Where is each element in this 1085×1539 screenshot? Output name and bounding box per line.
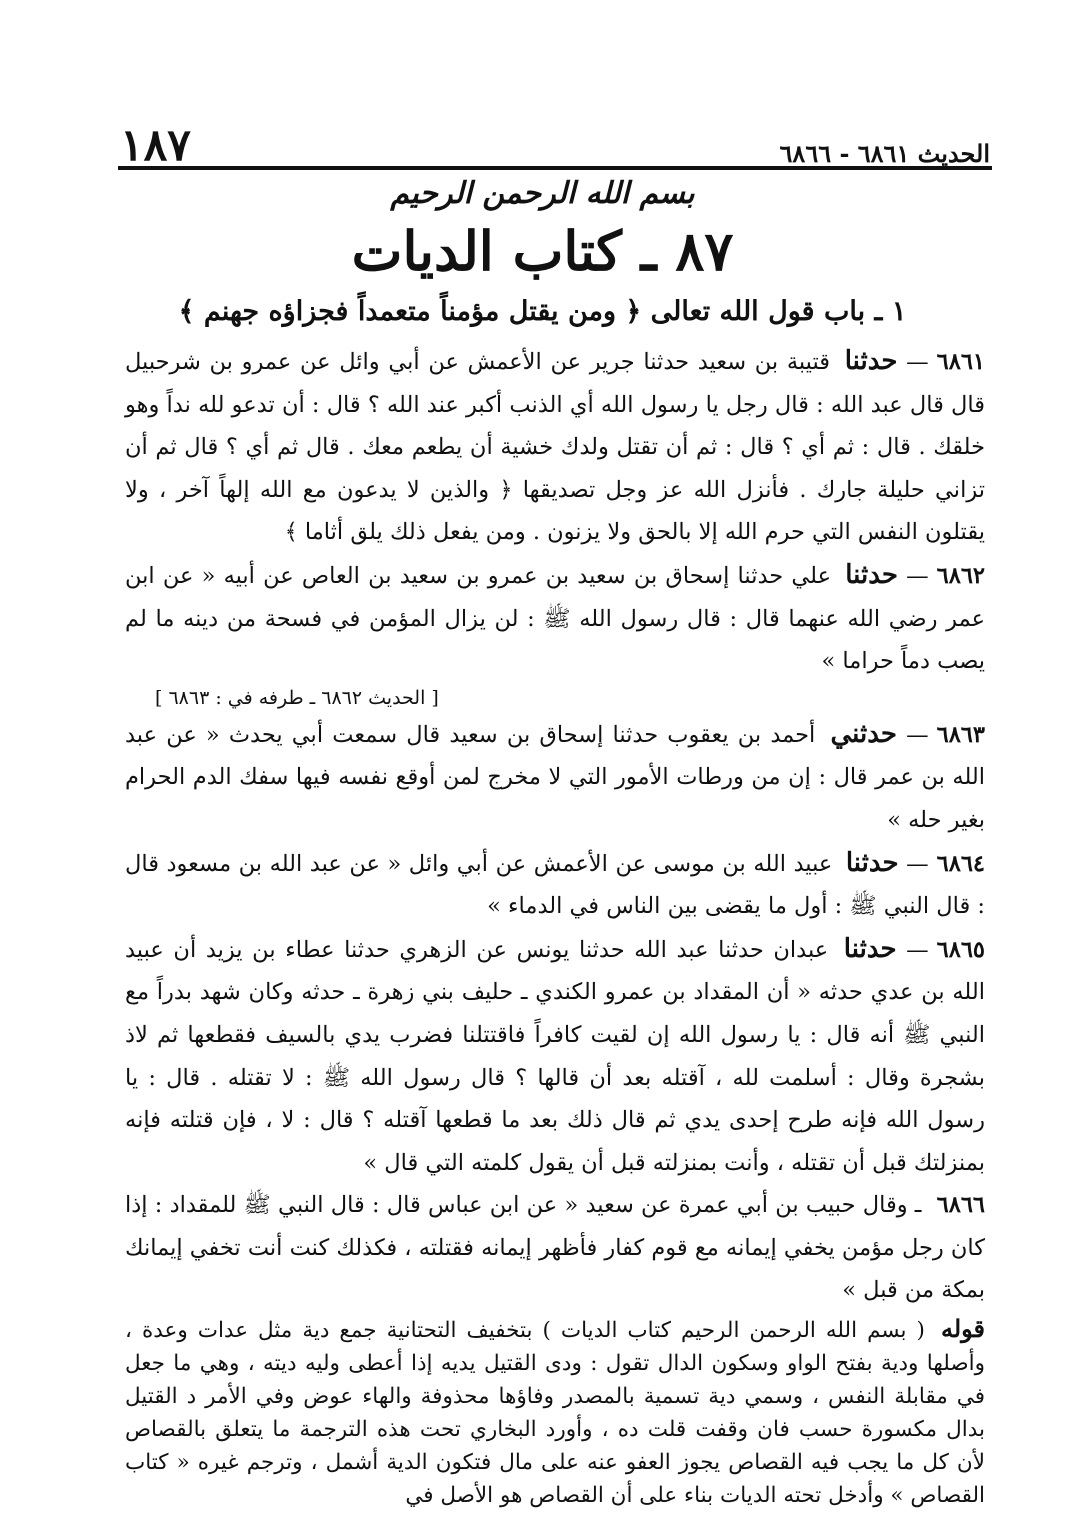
hadith-number: ٦٨٦٣: [936, 721, 985, 748]
basmala: بسم الله الرحمن الرحيم: [390, 176, 695, 211]
hadith-paragraph: ٦٨٦٤— حدثنا عبيد الله بن موسى عن الأعمش عن أبي وائل « عن عبد الله بن مسعود قال : قال النبي ﷺ : أول ما يقضى بين الناس في الدماء »: [125, 847, 986, 920]
chapter-heading: ١ ـ باب قول الله تعالى ﴿ ومن يقتل مؤمناً متعمداً فجزاؤه جهنم ﴾: [178, 296, 907, 327]
running-head: الحديث ٦٨٦١ - ٦٨٦٦: [779, 139, 990, 168]
hadith-text: عبدان حدثنا عبد الله حدثنا يونس عن الزهري حدثنا عطاء بن يزيد أن عبيد الله بن عدي حدثه « أن المقداد بن عمرو الكندي ـ حليف بني زهرة ـ حدثه وكان شهد بدراً مع النبي ﷺ أنه قال : يا رسول الله إن لقيت كافراً فاقتتلنا فضرب يدي بالسيف فقطعها ثم لاذ بشجرة وقال : أسلمت لله ، آقتله بعد أن قالها ؟ قال رسول الله ﷺ : لا تقتله . قال : يا رسول الله فإنه طرح إحدى يدي ثم قال ذلك بعد ما قطعها آقتله ؟ قال : لا ، فإن قتلته فإنه بمنزلتك قبل أن تقتله ، وأنت بمنزلته قبل أن يقول كلمته التي قال »: [125, 936, 985, 1176]
hadith-keyword: حدثنا: [844, 346, 898, 376]
hadith-keyword: حدثنا: [845, 559, 898, 590]
commentary-paragraph: [125, 1312, 985, 1512]
hadith-paragraph: ٦٨٦٥— حدثنا عبدان حدثنا عبد الله حدثنا يونس عن الزهري حدثنا عطاء بن يزيد أن عبيد الله بن عدي حدثه « أن المقداد بن عمرو الكندي ـ حليف بني زهرة ـ حدثه وكان شهد بدراً مع النبي ﷺ أنه قال : يا رسول الله إن لقيت كافراً فاقتتلنا فضرب يدي بالسيف فقطعها ثم لاذ بشجرة وقال : أسلمت لله ، آقتله بعد أن قالها ؟ قال رسول الله ﷺ : لا تقتله . قال : يا رسول الله فإنه طرح إحدى يدي ثم قال ذلك بعد ما قطعها آقتله ؟ قال : لا ، فإن قتلته فإنه بمنزلتك قبل أن تقتله ، وأنت بمنزلته قبل أن يقول كلمته التي قال »: [125, 933, 985, 1176]
hadith-text: عبيد الله بن موسى عن الأعمش عن أبي وائل « عن عبد الله بن مسعود قال : قال النبي ﷺ : أول ما يقضى بين الناس في الدماء »: [125, 850, 985, 920]
hadith-text: علي حدثنا إسحاق بن سعيد بن عمرو بن سعيد بن العاص عن أبيه « عن ابن عمر رضي الله عنهما قال : قال رسول الله ﷺ : لن يزال المؤمن في فسحة من دينه ما لم يصب دماً حراما »: [125, 562, 985, 675]
page-number: ١٨٧: [120, 120, 191, 171]
hadith-number: ٦٨٦٤: [936, 850, 986, 877]
commentary-keyword: قوله: [940, 1314, 986, 1344]
hadith-keyword: حدثنا: [845, 847, 899, 878]
hadith-keyword: حدثنا: [843, 933, 897, 964]
hadith-text: ـ وقال حبيب بن أبي عمرة عن سعيد « عن ابن عباس قال : قال النبي ﷺ للمقداد : إذا كان رجل مؤمن يخفي إيمانه مع قوم كفار فأظهر إيمانه فقتلته ، فكذلك كنت أنت تخفي إيمانك بمكة من قبل »: [125, 1192, 985, 1304]
header-rule: [118, 166, 992, 170]
hadith-keyword: حدثني: [830, 718, 897, 749]
hadith-text-body: [125, 340, 985, 1512]
hadith-paragraph: [125, 1184, 985, 1312]
hadith-text: قتيبة بن سعيد حدثنا جرير عن الأعمش عن أبي وائل عن عمرو بن شرحبيل قال قال عبد الله : قال رجل يا رسول الله أي الذنب أكبر عند الله ؟ قال : أن تدعو لله نداً وهو خلقك . قال : ثم أي ؟ قال : ثم أن تقتل ولدك خشية أن يطعم معك . قال ثم أي ؟ قال ثم أن تزاني حليلة جارك . فأنزل الله عز وجل تصديقها ﴿ والذين لا يدعون مع الله إلهاً آخر ، ولا يقتلون النفس التي حرم الله إلا بالحق ولا يزنون . ومن يفعل ذلك يلق أثاما ﴾: [125, 349, 985, 546]
hadith-number: ٦٨٦١: [936, 349, 985, 375]
hadith-paragraph: ٦٨٦٢— حدثنا علي حدثنا إسحاق بن سعيد بن عمرو بن سعيد بن العاص عن أبيه « عن ابن عمر رضي الله عنهما قال : قال رسول الله ﷺ : لن يزال المؤمن في فسحة من دينه ما لم يصب دماً حراما »: [125, 559, 985, 675]
hadith-number: ٦٨٦٥: [936, 936, 985, 963]
book-title: ٨٧ ـ كتاب الديات: [351, 219, 734, 283]
hadith-paragraph: ٦٨٦١— حدثنا قتيبة بن سعيد حدثنا جرير عن الأعمش عن أبي وائل عن عمرو بن شرحبيل قال قال عبد الله : قال رجل يا رسول الله أي الذنب أكبر عند الله ؟ قال : أن تدعو لله نداً وهو خلقك . قال : ثم أي ؟ قال : ثم أن تقتل ولدك خشية أن يطعم معك . قال ثم أي ؟ قال ثم أن تزاني حليلة جارك . فأنزل الله عز وجل تصديقها ﴿ والذين لا يدعون مع الله إلهاً آخر ، ولا يقتلون النفس التي حرم الله إلا بالحق ولا يزنون . ومن يفعل ذلك يلق أثاما ﴾: [125, 346, 985, 546]
hadith-number: ٦٨٦٢: [936, 562, 985, 589]
hadith-text: أحمد بن يعقوب حدثنا إسحاق بن سعيد قال سمعت أبي يحدث « عن عبد الله بن عمر قال : إن من ورطات الأمور التي لا مخرج لمن أوقع نفسه فيها سفك الدم الحرام بغير حله »: [125, 721, 985, 833]
hadith-number: ٦٨٦٦: [936, 1192, 986, 1219]
commentary-text: ( بسم الله الرحمن الرحيم كتاب الديات ) بتخفيف التحتانية جمع دية مثل عدات وعدة ، وأصلها ودية بفتح الواو وسكون الدال تقول : ودى القتيل يديه إذا أعطى وليه ديته ، وهي ما جعل في مقابلة النفس ، وسمي دية تسمية بالمصدر وفاؤها محذوفة والهاء عوض وفي الأمر د القتيل بدال مكسورة حسب فان وقفت قلت ده ، وأورد البخاري تحت هذه الترجمة ما يتعلق بالقصاص لأن كل ما يجب فيه القصاص يجوز العفو عنه على مال فتكون الدية أشمل ، وترجم غيره « كتاب القصاص » وأدخل تحته الديات بناء على أن القصاص هو الأصل في: [125, 1318, 985, 1509]
hadith-paragraph: ٦٨٦٣— حدثني أحمد بن يعقوب حدثنا إسحاق بن سعيد قال سمعت أبي يحدث « عن عبد الله بن عمر قال : إن من ورطات الأمور التي لا مخرج لمن أوقع نفسه فيها سفك الدم الحرام بغير حله »: [125, 718, 985, 833]
page-header: [120, 118, 990, 171]
cross-reference: [ الحديث ٦٨٦٢ ـ طرفه في : ٦٨٦٣ ]: [155, 686, 439, 709]
